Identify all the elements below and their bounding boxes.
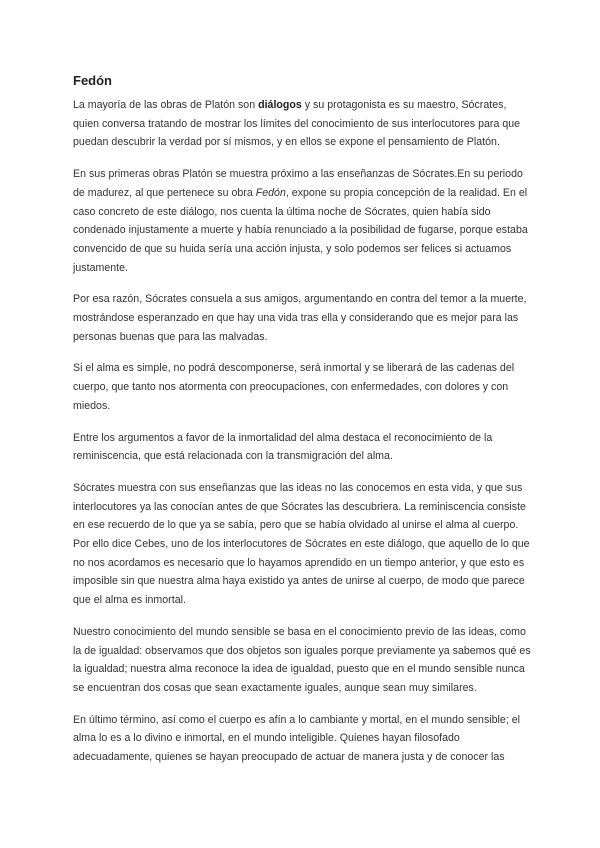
paragraph-5: Entre los argumentos a favor de la inmortalidad del alma destaca el reconocimiento de la reminiscencia, que está relacionada con la transmigración del alma. [73,431,493,463]
paragraph-4: Si el alma es simple, no podrá descomponerse, será inmortal y se liberará de las cadenas del cuerpo, que tanto nos atormenta con preocupaciones, con enfermedades, con dolores y con miedos. [73,362,515,412]
document-body [73,72,533,780]
paragraph-1-text-b: y su protagonista es su maestro, Sócrates, quien conversa tratando de mostrar los límites del conocimiento de sus interlocutores para que puedan descubrir la verdad por sí mismos, y en ellos se expone el pensamiento de Platón. [73,99,521,149]
paragraph-1-text-a: La mayoría de las obras de Platón son [73,99,259,111]
document-title: Fedón [73,73,112,88]
paragraph-2-text-a: En sus primeras obras Platón se muestra próximo a las enseñanzas de Sócrates.En su periodo de madurez, al que pertenece su obra [73,168,523,199]
paragraph-1 [73,96,533,152]
paragraph-1-bold-term: diálogos [258,99,302,111]
paragraph-2-italic-title: Fedón [255,186,286,199]
paragraph-6: Sócrates muestra con sus enseñanzas que las ideas no las conocemos en esta vida, y que sus interlocutores ya las conocían antes de que Sócrates las descubriera. La reminiscencia consiste en ese recuerdo de lo que ya se sabía, pero que se había olvidado al unirse el alma al cuerpo. Por ello dice Cebes, uno de los interlocutores de Sócrates en este diálogo, que aquello de lo que no nos acordamos es necesario que lo hayamos aprendido en un tiempo anterior, y que esto es imposible sin que nuestra alma haya existido ya antes de unirse al cuerpo, de modo que parece que el alma es inmortal. [73,481,530,607]
paragraph-2 [73,165,533,277]
paragraph-2-text-b: , expone su propia concepción de la realidad. En el caso concreto de este diálogo, nos cuenta la última noche de Sócrates, quien había sido condenado injustamente a muerte y había renunciado a la posibilidad de fugarse, porque estaba convencido de que su huida sería una acción injusta, y solo podemos ser felices si actuamos justamente. [73,186,528,274]
paragraph-8: En último término, así como el cuerpo es afín a lo cambiante y mortal, en el mundo sensible; el alma lo es a lo divino e inmortal, en el mundo inteligible. Quienes hayan filosofado adecuadamente, quienes se hayan preocupado de actuar de manera justa y de conocer las [73,713,521,764]
paragraph-3: Por esa razón, Sócrates consuela a sus amigos, argumentando en contra del temor a la muerte, mostrándose esperanzado en que hay una vida tras ella y considerando que es mejor para las personas buenas que para las malvadas. [73,293,527,343]
paragraph-7: Nuestro conocimiento del mundo sensible se basa en el conocimiento previo de las ideas, como la de igualdad: observamos que dos objetos son iguales porque previamente ya sabemos qué es la igualdad; nuestra alma reconoce la idea de igualdad, puesto que en el mundo sensible nunca se encuentran dos cosas que sean exactamente iguales, aunque sean muy similares. [73,625,531,694]
